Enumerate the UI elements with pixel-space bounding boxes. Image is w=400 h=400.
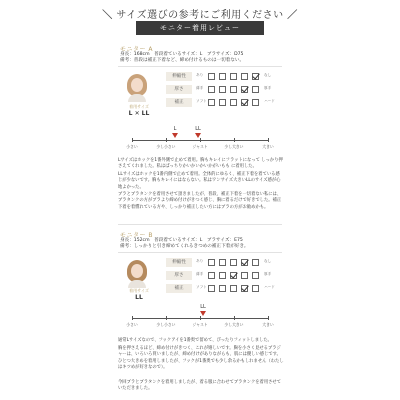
monitor-a-rating-row <box>166 85 280 95</box>
monitor-b-rating-label: 伸縮性 <box>166 258 192 267</box>
monitor-a-divider <box>118 66 282 67</box>
monitor-b-review1: 通常Lサイズなので、フックアイを1番奥で留めて、ぴったりフィットしました。 <box>118 338 272 343</box>
checkbox-icon <box>219 99 226 106</box>
checkbox-icon <box>208 99 215 106</box>
monitor-a-size-scale-tick <box>268 138 269 142</box>
checked-box-icon <box>241 99 248 106</box>
monitor-b-rating-high-label: ハード <box>264 285 275 289</box>
monitor-b-size-marker-label: LL <box>200 304 206 310</box>
checkbox-icon <box>230 73 237 80</box>
monitor-b-review2: 胸を押さえるほど、締め付けがきつく、これが嬉しいです。胸を小さく見せるブラジャーは、いろいろ買いましたが、締め付けがありながらも、肌には優しい感じです。ひとつ大きめを着用しましたが、フックが1番奥でも少し余るかもしれません（わたしはキツめが好きなので）。 <box>118 346 284 371</box>
monitor-a-rating-label: 伸縮性 <box>166 72 192 81</box>
monitor-b-size-scale-label: 少し大きい <box>224 322 244 327</box>
monitor-a-spec <box>120 52 290 65</box>
monitor-b-rating-low-label: 薄手 <box>196 272 204 276</box>
monitor-b-rating-low-label: あり <box>196 259 204 263</box>
checkbox-icon <box>230 285 237 292</box>
monitor-b-spec-line1: 身長：152cm 普段着ているサイズ：L ブラサイズ：E75 <box>120 238 243 243</box>
monitor-a-review-ll-text: LLサイズはホックを1番内側で止めて着用。全体的にゆるく、補正下着を着ている感じが少ないです。胸もキレイにはならない。私はワンサイズ大きいLLのサイズ感が心地よかった。 <box>118 172 281 190</box>
body-icon <box>128 280 146 288</box>
checkbox-icon <box>208 272 215 279</box>
checkbox-icon <box>208 285 215 292</box>
monitor-a-spec-line1: 身長：168cm 普段着ているサイズ：L ブラサイズ：D75 <box>120 52 244 57</box>
checkbox-icon <box>219 272 226 279</box>
monitor-a-size-marker-label: L <box>173 126 177 132</box>
monitor-b-rating-row <box>166 284 280 294</box>
page-heading-text: サイズ選びの参考にご利用ください <box>116 10 284 21</box>
monitor-a-size-value: L ✕ LL <box>128 110 150 117</box>
monitor-b-size-scale-tick <box>268 316 269 320</box>
monitor-b-size-value: LL <box>135 294 143 301</box>
checkbox-icon <box>252 86 259 93</box>
monitor-a-size-scale-tick <box>200 138 201 142</box>
checkbox-icon <box>241 73 248 80</box>
monitor-b-rating-row <box>166 271 280 281</box>
monitor-b-title: モニター B <box>120 232 154 239</box>
monitor-b-size-scale-label: 少し小さい <box>156 322 176 327</box>
monitor-b-size-scale-tick <box>166 316 167 320</box>
monitor-a-size-scale-label: 小さい <box>126 144 138 149</box>
checkbox-icon <box>219 285 226 292</box>
monitor-review-banner: モニター着用レビュー <box>136 21 264 35</box>
monitor-a-rating-high-label: ハード <box>264 99 275 103</box>
slash-right-icon: ／ <box>287 10 298 21</box>
checkbox-icon <box>208 86 215 93</box>
checkbox-icon <box>219 73 226 80</box>
monitor-b-rating-high-label: 厚手 <box>264 272 272 276</box>
monitor-a-size-marker-label: LL <box>195 126 201 132</box>
monitor-a-size-scale-label: 少し小さい <box>156 144 176 149</box>
checkbox-icon <box>219 259 226 266</box>
page-heading <box>0 6 400 21</box>
monitor-b-size-scale-tick <box>200 316 201 320</box>
monitor-a-rating-high-label: 厚手 <box>264 86 272 90</box>
monitor-a-rating-row <box>166 72 280 82</box>
slash-left-icon: ＼ <box>102 10 113 21</box>
checkbox-icon <box>230 259 237 266</box>
checkbox-icon <box>252 285 259 292</box>
monitor-a-size-scale-tick <box>132 138 133 142</box>
monitor-a-rating-low-label: ソフト <box>196 99 207 103</box>
checked-box-icon <box>252 73 259 80</box>
down-arrow-icon <box>172 133 178 138</box>
monitor-b-rating-label: 厚さ <box>166 271 192 280</box>
checkbox-icon <box>230 86 237 93</box>
monitor-b-spec <box>120 238 290 251</box>
monitor-a-size-scale-label: 大きい <box>262 144 274 149</box>
checkbox-icon <box>252 259 259 266</box>
monitor-a-size-scale-label: 少し大きい <box>224 144 244 149</box>
monitor-a-review-l <box>118 158 284 171</box>
monitor-b-review3: 今回ブラとブラタンクを着用しましたが、着る服に合わせてブラタンクを着用させていただきました。 <box>118 380 282 392</box>
monitor-b-avatar <box>124 258 150 288</box>
body-icon <box>128 94 146 102</box>
monitor-a-size-scale-label: ジャスト <box>192 144 208 149</box>
checked-box-icon <box>241 86 248 93</box>
monitor-b-size-scale-label: 大きい <box>262 322 274 327</box>
checkbox-icon <box>252 272 259 279</box>
checkbox-icon <box>219 86 226 93</box>
monitor-b-divider <box>118 252 282 253</box>
face-icon <box>131 78 143 92</box>
monitor-a-review-ll <box>118 172 284 191</box>
monitor-b-size-caption: 着用サイズ <box>129 288 149 293</box>
face-icon <box>131 264 143 278</box>
monitor-a-size-scale-tick <box>234 138 235 142</box>
monitor-a-review-l-text: Lサイズはホックを1番外側で止めて着用。胸もキレイにフラットになって しっかり押さえてくれました。私はぱっちりかいかいかいかがいもも に着用した。 <box>118 158 283 170</box>
monitor-b-size-scale-tick <box>132 316 133 320</box>
monitor-a-rating-low-label: あり <box>196 73 204 77</box>
monitor-b-rating-high-label: なし <box>264 259 272 263</box>
monitor-b-size-scale-tick <box>234 316 235 320</box>
section-divider <box>118 224 282 225</box>
checked-box-icon <box>241 285 248 292</box>
checkbox-icon <box>241 272 248 279</box>
monitor-b-rating-label: 補正 <box>166 284 192 293</box>
monitor-a-avatar <box>124 72 150 102</box>
checkbox-icon <box>208 259 215 266</box>
monitor-a-rating-label: 補正 <box>166 98 192 107</box>
checkbox-icon <box>230 99 237 106</box>
monitor-a-rating-high-label: なし <box>264 73 272 77</box>
checkbox-icon <box>208 73 215 80</box>
monitor-b-rating-low-label: ソフト <box>196 285 207 289</box>
monitor-a-size-scale-tick <box>166 138 167 142</box>
monitor-b-size-scale-label: 小さい <box>126 322 138 327</box>
monitor-a-rating-low-label: 薄手 <box>196 86 204 90</box>
monitor-a-rating-label: 厚さ <box>166 85 192 94</box>
monitor-a-rating-row <box>166 98 280 108</box>
monitor-a-title: モニター A <box>120 46 154 53</box>
monitor-b-spec-line2: 備考：しっかりと引き締めてくれるきつめの補正下着が好き。 <box>120 244 249 250</box>
monitor-a-size-caption: 着用サイズ <box>129 104 149 109</box>
monitor-a-review-body: ブラとブラタンクを着用させて頂きましたが、普段、補正下着を一切着ない私には、ブラタンクの方がブラより締め付けがきつく感じ、胸に着るだけで好きでした。補正下着を着慣れている方や、しっかり補正したい方にはブラの方がお勧めかも。 <box>118 192 282 210</box>
checkbox-icon <box>252 99 259 106</box>
checked-box-icon <box>241 259 248 266</box>
checked-box-icon <box>230 272 237 279</box>
monitor-b-size-scale-label: ジャスト <box>192 322 208 327</box>
monitor-b-rating-row <box>166 258 280 268</box>
monitor-a-spec-line2: 備考：普段は補正下着など、締め付けるものは一切着ない。 <box>120 58 245 64</box>
